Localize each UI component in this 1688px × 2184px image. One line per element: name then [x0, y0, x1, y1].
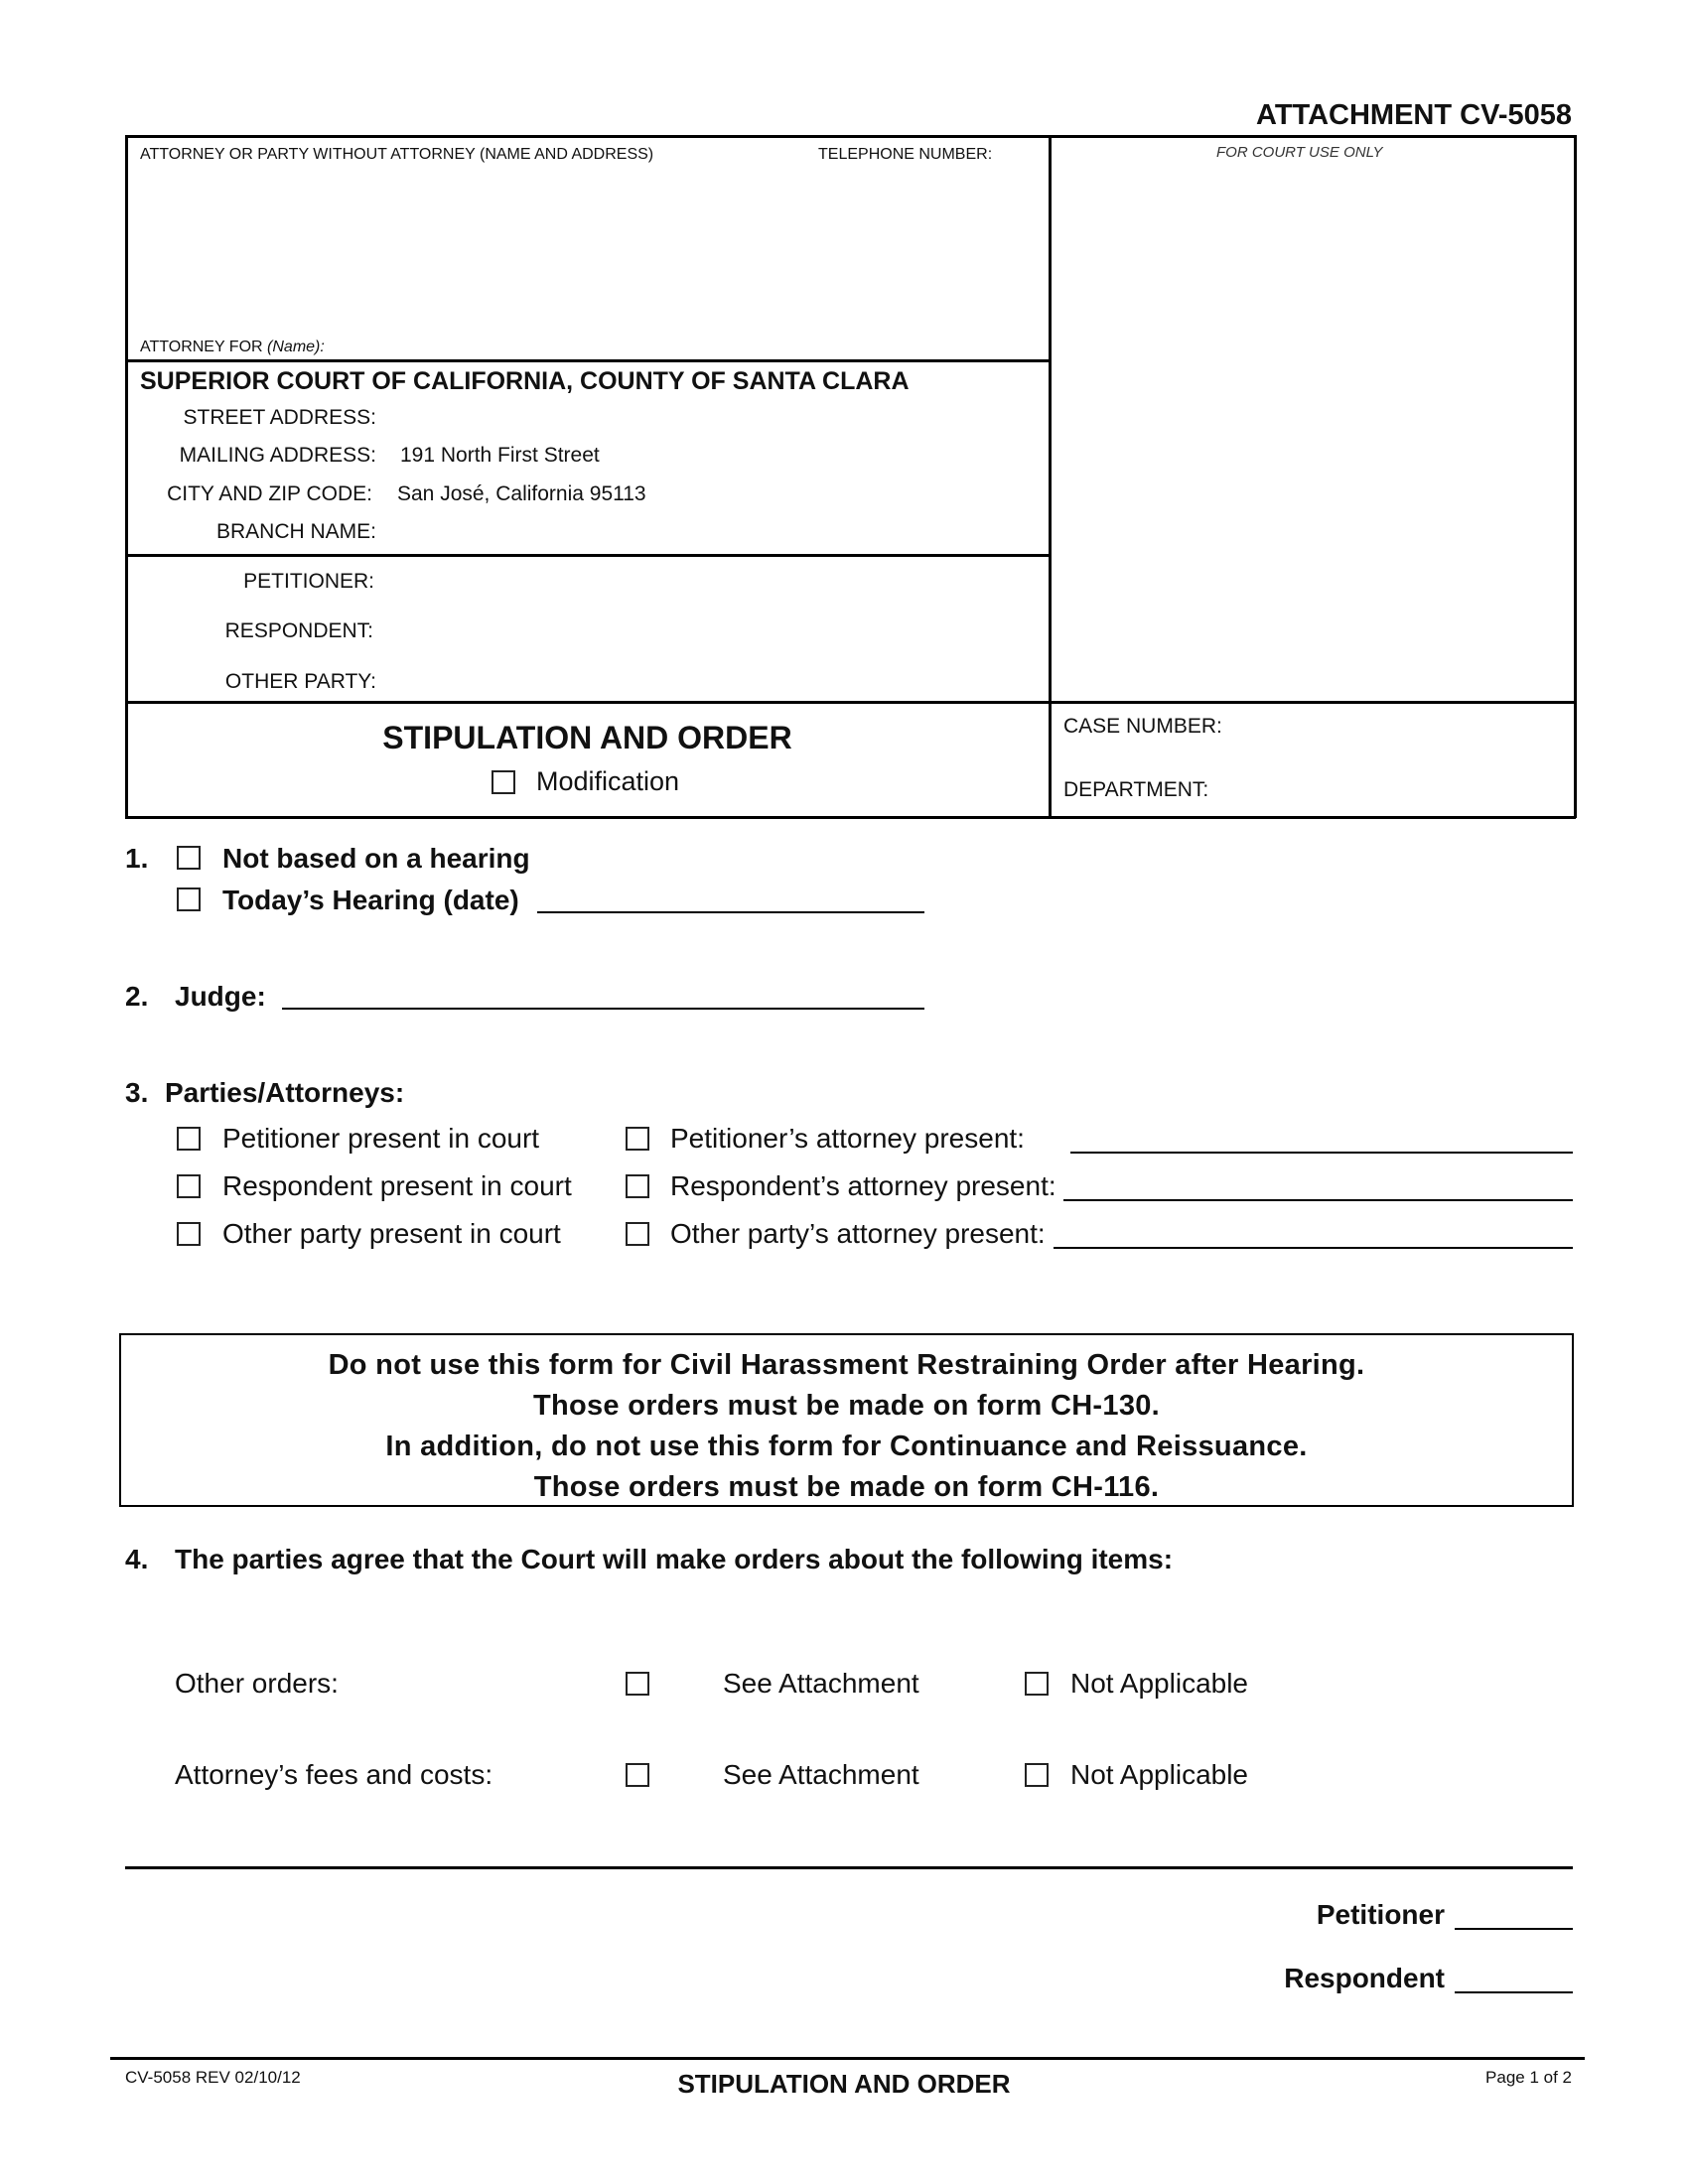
attorney-label: ATTORNEY OR PARTY WITHOUT ATTORNEY (NAME AND ADDRESS): [140, 146, 654, 163]
other-orders-not-applicable-checkbox[interactable]: [1025, 1672, 1049, 1696]
other-orders-not-applicable-label: Not Applicable: [1070, 1668, 1249, 1699]
notice-box: [119, 1333, 1574, 1507]
item1-number: 1.: [125, 843, 149, 874]
case-number-label: CASE NUMBER:: [1063, 715, 1222, 738]
item3-number: 3.: [125, 1077, 149, 1108]
respondent-initials-label: Respondent: [1284, 1963, 1445, 1993]
item2-number: 2.: [125, 981, 149, 1012]
attorney-box-bottom: [125, 359, 1050, 362]
petitioner-initials-line[interactable]: [1455, 1928, 1573, 1930]
branch-name-label: BRANCH NAME:: [215, 520, 376, 543]
parties-box-bottom: [125, 701, 1576, 704]
street-address-label: STREET ADDRESS:: [183, 406, 376, 429]
attorney-fees-not-applicable-label: Not Applicable: [1070, 1759, 1249, 1790]
attorney-fees-see-attachment-label: See Attachment: [723, 1759, 919, 1790]
respondent-attorney-line[interactable]: [1063, 1199, 1573, 1201]
modification-label: Modification: [536, 766, 680, 796]
other-party-attorney-checkbox[interactable]: [626, 1222, 649, 1246]
city-zip-label: CITY AND ZIP CODE:: [167, 482, 372, 505]
respondent-initials-line[interactable]: [1455, 1991, 1573, 1993]
department-label: DEPARTMENT:: [1063, 778, 1209, 801]
notice-line-1: Do not use this form for Civil Harassment Restraining Order after Hearing.: [328, 1349, 1365, 1381]
city-zip-value: San José, California 95113: [397, 482, 646, 505]
respondent-attorney-label: Respondent’s attorney present:: [670, 1170, 1056, 1201]
notice-line-4: Those orders must be made on form CH-116.: [533, 1471, 1160, 1503]
attorney-fees-not-applicable-checkbox[interactable]: [1025, 1763, 1049, 1787]
mailing-address-label: MAILING ADDRESS:: [179, 444, 376, 467]
caption-right-border: [1574, 135, 1577, 818]
respondent-attorney-checkbox[interactable]: [626, 1174, 649, 1198]
caption-top-border: [125, 135, 1576, 138]
respondent-label: RESPONDENT:: [224, 619, 373, 642]
other-party-attorney-label: Other party’s attorney present:: [670, 1218, 1046, 1249]
notice-line-2: Those orders must be made on form CH-130.: [532, 1390, 1161, 1422]
parties-attorneys-label: Parties/Attorneys:: [165, 1077, 405, 1108]
court-use-label: FOR COURT USE ONLY: [1216, 144, 1383, 161]
mailing-address-value: 191 North First Street: [400, 444, 600, 467]
attorney-fees-label: Attorney’s fees and costs:: [175, 1759, 493, 1790]
attorney-fees-see-attachment-checkbox[interactable]: [626, 1763, 649, 1787]
petitioner-attorney-line[interactable]: [1070, 1152, 1573, 1154]
other-party-label: OTHER PARTY:: [224, 670, 376, 693]
todays-hearing-label: Today’s Hearing (date): [222, 885, 519, 915]
caption-bottom-border: [125, 816, 1576, 819]
other-orders-see-attachment-checkbox[interactable]: [626, 1672, 649, 1696]
modification-checkbox[interactable]: [492, 770, 515, 794]
attorney-for-label: ATTORNEY FOR: [140, 339, 263, 355]
petitioner-label: PETITIONER:: [243, 570, 374, 593]
other-party-present-checkbox[interactable]: [177, 1222, 201, 1246]
other-orders-see-attachment-label: See Attachment: [723, 1668, 919, 1699]
telephone-label: TELEPHONE NUMBER:: [818, 146, 993, 163]
other-orders-label: Other orders:: [175, 1668, 339, 1699]
footer-page: Page 1 of 2: [1485, 2068, 1572, 2087]
court-name: SUPERIOR COURT OF CALIFORNIA, COUNTY OF SANTA CLARA: [140, 367, 910, 395]
petitioner-present-label: Petitioner present in court: [222, 1123, 540, 1154]
item4-number: 4.: [125, 1544, 149, 1574]
notice-line-3: In addition, do not use this form for Continuance and Reissuance.: [385, 1431, 1308, 1462]
attorney-for: [140, 339, 325, 356]
caption-divider: [1049, 135, 1052, 818]
judge-line[interactable]: [282, 1008, 924, 1010]
petitioner-present-checkbox[interactable]: [177, 1127, 201, 1151]
footer-rule: [110, 2057, 1585, 2060]
other-party-present-label: Other party present in court: [222, 1218, 561, 1249]
judge-label: Judge:: [175, 981, 266, 1012]
court-box-bottom: [125, 554, 1050, 557]
hearing-date-line[interactable]: [537, 911, 924, 913]
todays-hearing-checkbox[interactable]: [177, 887, 201, 911]
attorney-for-name: (Name):: [267, 339, 325, 355]
not-based-on-hearing-checkbox[interactable]: [177, 846, 201, 870]
section-divider: [125, 1866, 1573, 1869]
item4-label: The parties agree that the Court will make orders about the following items:: [175, 1544, 1174, 1574]
petitioner-initials-label: Petitioner: [1316, 1899, 1445, 1930]
form-title: STIPULATION AND ORDER: [382, 720, 792, 755]
petitioner-attorney-checkbox[interactable]: [626, 1127, 649, 1151]
caption-left-border: [125, 135, 128, 818]
petitioner-attorney-label: Petitioner’s attorney present:: [670, 1123, 1025, 1154]
respondent-present-label: Respondent present in court: [222, 1170, 572, 1201]
footer-title: STIPULATION AND ORDER: [677, 2069, 1011, 2099]
attachment-title: ATTACHMENT CV-5058: [1256, 99, 1572, 131]
respondent-present-checkbox[interactable]: [177, 1174, 201, 1198]
footer-form-id: CV-5058 REV 02/10/12: [125, 2068, 301, 2087]
not-based-on-hearing-label: Not based on a hearing: [222, 843, 530, 874]
other-party-attorney-line[interactable]: [1054, 1247, 1573, 1249]
